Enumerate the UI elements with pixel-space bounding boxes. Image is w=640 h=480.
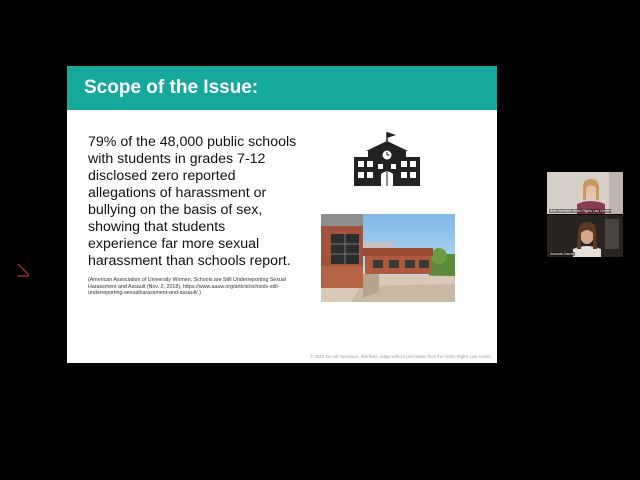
slide-title: Scope of the Issue: xyxy=(84,77,259,98)
slide-copyright-footer: © 2022. Do not reproduce, distribute, adapt without permission from the Victim Rights Law Center. xyxy=(310,354,492,359)
slide-citation: (American Association of University Women, Schools are Still Underreporting Sexual Harassment and Assault (Nov. 2, 2018), https://www.aauw.org/article/schools-still-underreporting-sexualharassment-and-assault/.) xyxy=(88,277,287,296)
participant-video xyxy=(547,172,623,214)
school-building-icon xyxy=(352,130,422,188)
presentation-slide xyxy=(67,66,497,363)
participant-video xyxy=(547,215,623,257)
school-building-photo xyxy=(321,214,455,302)
participant-video-tile[interactable] xyxy=(547,215,623,257)
slide-header xyxy=(67,66,497,110)
participant-name: Amanda Garcia xyxy=(550,252,574,256)
participant-name: Beth Hamilton Victim Rights Law Center xyxy=(550,209,611,213)
participant-video-tile[interactable] xyxy=(547,172,623,214)
pointer-icon xyxy=(16,262,32,280)
slide-body-text: 79% of the 48,000 public schools with students in grades 7-12 disclosed zero reported allegations of harassment or bullying on the basis of sex, showing that students experience far more sexual harassment than schools report. xyxy=(88,134,297,269)
